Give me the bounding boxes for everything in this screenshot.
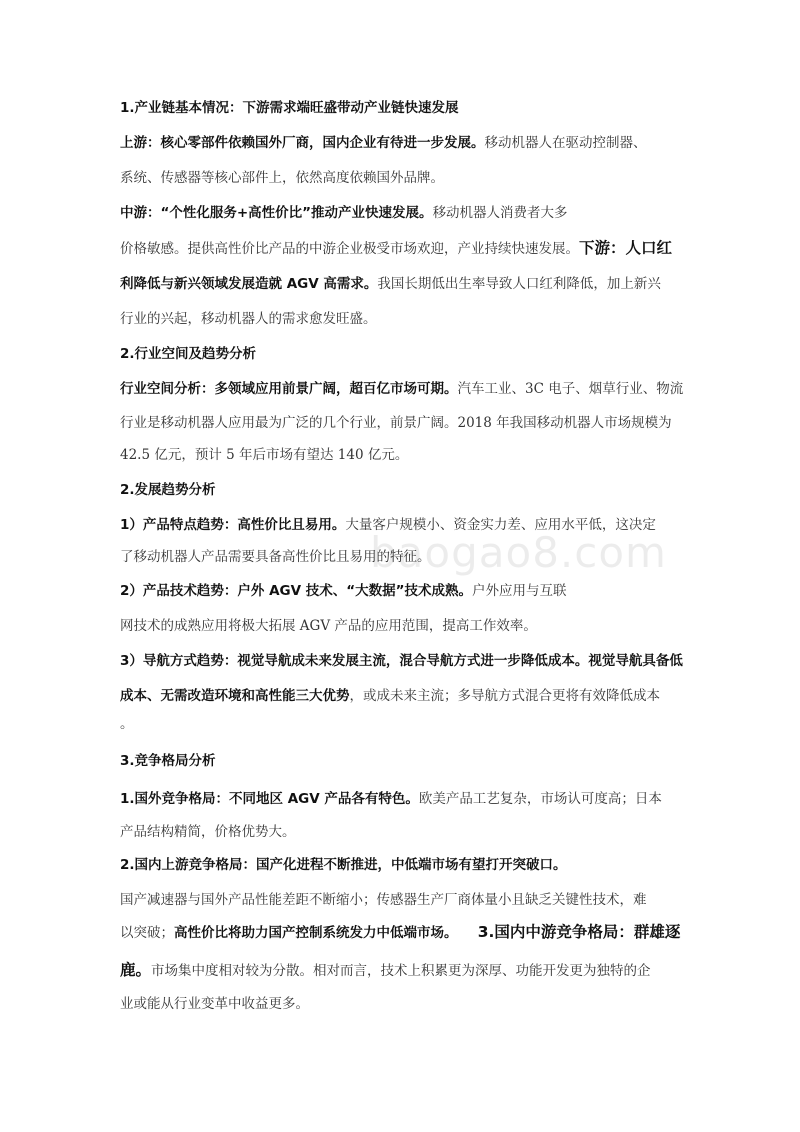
text-segment: 3.国内中游竞争格局：群雄逐: [477, 923, 681, 941]
paragraph-line: [120, 960, 690, 981]
text-segment: [451, 925, 478, 941]
paragraph-line: [120, 855, 690, 875]
text-segment: 2.发展趋势分析: [120, 482, 216, 498]
text-segment: 行业是移动机器人应用最为广泛的几个行业，前景广阔。2018 年我国移动机器人市场规模为: [120, 415, 672, 431]
paragraph-line: [120, 714, 690, 734]
heading-competition: [120, 751, 690, 771]
text-segment: 。: [120, 716, 134, 732]
paragraph-line: [120, 133, 690, 153]
heading-industry-space: [120, 344, 690, 364]
text-segment: 移动机器人消费者大多: [432, 205, 568, 221]
text-segment: 行业的兴起，移动机器人的需求愈发旺盛。: [120, 311, 377, 327]
text-segment: 行业空间分析：多领域应用前景广阔，超百亿市场可期。: [120, 381, 458, 397]
text-segment: 产品结构精简，价格优势大。: [120, 824, 296, 840]
text-segment: 户外应用与互联: [472, 583, 567, 599]
text-segment: 1.国外竞争格局：不同地区 AGV 产品各有特色。: [120, 791, 419, 807]
text-segment: 以突破；: [120, 925, 174, 941]
text-segment: 下游：人口红: [579, 239, 673, 257]
text-segment: ，或成未来主流；多导航方式混合更将有效降低成本: [349, 688, 660, 704]
text-segment: 1）产品特点趋势：高性价比且易用。: [120, 517, 346, 533]
heading-industry-chain: [120, 98, 690, 118]
text-segment: 2）产品技术趋势：户外 AGV 技术、“大数据”技术成熟。: [120, 583, 473, 599]
paragraph-line: [120, 994, 690, 1014]
paragraph-line: [120, 203, 690, 223]
text-segment: 鹿。: [120, 961, 152, 979]
paragraph-line: [120, 309, 690, 329]
paragraph-line: [120, 238, 690, 259]
text-segment: 2.国内上游竞争格局：国产化进程不断推进，中低端市场有望打开突破口。: [120, 857, 567, 873]
text-segment: 价格敏感。提供高性价比产品的中游企业极受市场欢迎，产业持续快速发展。: [120, 241, 579, 257]
paragraph-line: [120, 445, 690, 465]
paragraph-line: [120, 274, 690, 294]
text-segment: 高性价比将助力国产控制系统发力中低端市场。: [174, 925, 451, 941]
text-segment: 欧美产品工艺复杂，市场认可度高；日本: [418, 791, 662, 807]
text-segment: 系统、传感器等核心部件上，依然高度依赖国外品牌。: [120, 170, 444, 186]
text-segment: 1.产业链基本情况：下游需求端旺盛带动产业链快速发展: [120, 100, 459, 116]
text-segment: 国产减速器与国外产品性能差距不断缩小；传感器生产厂商体量小且缺乏关键性技术，难: [120, 892, 647, 908]
text-segment: 42.5 亿元，预计 5 年后市场有望达 140 亿元。: [120, 447, 409, 463]
paragraph-line: [120, 651, 690, 671]
paragraph-line: [120, 379, 690, 399]
text-segment: 3）导航方式趋势：视觉导航成未来发展主流，混合导航方式进一步降低成本。视觉导航具备低: [120, 653, 683, 669]
paragraph-line: [120, 168, 690, 188]
paragraph-line: [120, 515, 690, 535]
paragraph-line: [120, 581, 690, 601]
text-segment: 网技术的成熟应用将极大拓展 AGV 产品的应用范围，提高工作效率。: [120, 618, 537, 634]
text-segment: 成本、无需改造环境和高性能三大优势: [120, 688, 350, 704]
heading-trend-analysis: [120, 480, 690, 500]
watermark-text: baogao8.com: [370, 528, 667, 577]
text-segment: 中游：“个性化服务+高性价比”推动产业快速发展。: [120, 205, 433, 221]
text-segment: 3.竞争格局分析: [120, 753, 216, 769]
paragraph-line: [120, 616, 690, 636]
text-segment: 2.行业空间及趋势分析: [120, 346, 257, 362]
paragraph-line: [120, 922, 690, 943]
paragraph-line: [120, 547, 690, 567]
paragraph-line: [120, 822, 690, 842]
text-segment: 我国长期低出生率导致人口红利降低，加上新兴: [377, 276, 661, 292]
text-segment: 利降低与新兴领域发展造就 AGV 高需求。: [120, 276, 378, 292]
paragraph-line: [120, 686, 690, 706]
text-segment: 上游：核心零部件依赖国外厂商，国内企业有待进一步发展。: [120, 135, 485, 151]
paragraph-line: [120, 789, 690, 809]
text-segment: 汽车工业、3C 电子、烟草行业、物流: [457, 381, 684, 397]
text-segment: 市场集中度相对较为分散。相对而言，技术上积累更为深厚、功能开发更为独特的企: [151, 963, 651, 979]
text-segment: 大量客户规模小、资金实力差、应用水平低，这决定: [345, 517, 656, 533]
text-segment: 业或能从行业变革中收益更多。: [120, 996, 309, 1012]
paragraph-line: [120, 413, 690, 433]
text-segment: 了移动机器人产品需要具备高性价比且易用的特征。: [120, 549, 431, 565]
paragraph-line: [120, 890, 690, 910]
text-segment: 移动机器人在驱动控制器、: [484, 135, 647, 151]
